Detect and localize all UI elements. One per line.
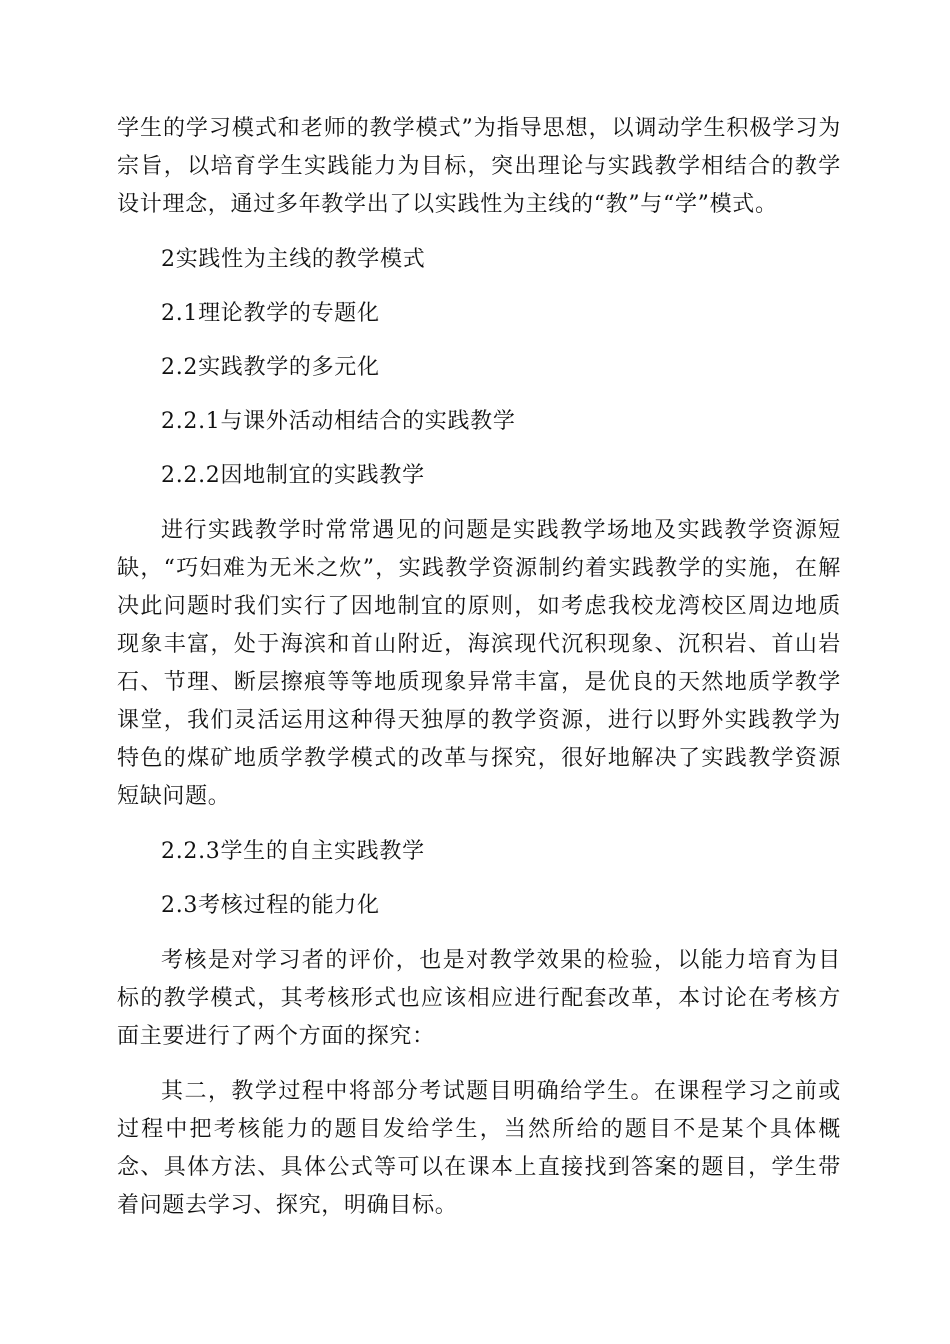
section-heading-2-2-2: 2.2.2因地制宜的实践教学 — [161, 463, 425, 488]
second-point-paragraph: 其二，教学过程中将部分考试题目明确给学生。在课程学习之前或过程中把考核能力的题目发给学生，当然所给的题目不是某个具体概念、具体方法、具体公式等可以在课本上直接找到答案的题目，学生带着问题去学习、探究，明确目标。 — [117, 1079, 841, 1218]
document-body — [117, 110, 841, 1225]
section-heading-2: 2实践性为主线的教学模式 — [161, 247, 426, 272]
intro-paragraph: 学生的学习模式和老师的教学模式”为指导思想，以调动学生积极学习为宗旨，以培育学生实践能力为目标，突出理论与实践教学相结合的教学设计理念，通过多年教学出了以实践性为主线的“教”与“学”模式。 — [117, 116, 841, 217]
section-heading-2-2-1: 2.2.1与课外活动相结合的实践教学 — [161, 409, 516, 434]
practice-paragraph: 进行实践教学时常常遇见的问题是实践教学场地及实践教学资源短缺，“巧妇难为无米之炊”，实践教学资源制约着实践教学的实施，在解决此问题时我们实行了因地制宜的原则，如考虑我校龙湾校区周边地质现象丰富，处于海滨和首山附近，海滨现代沉积现象、沉积岩、首山岩石、节理、断层擦痕等等地质现象异常丰富，是优良的天然地质学教学课堂，我们灵活运用这种得天独厚的教学资源，进行以野外实践教学为特色的煤矿地质学教学模式的改革与探究，很好地解决了实践教学资源短缺问题。 — [117, 518, 841, 809]
assessment-paragraph: 考核是对学习者的评价，也是对教学效果的检验，以能力培育为目标的教学模式，其考核形式也应该相应进行配套改革，本讨论在考核方面主要进行了两个方面的探究： — [117, 948, 841, 1049]
section-heading-2-2: 2.2实践教学的多元化 — [161, 355, 380, 380]
section-heading-2-3: 2.3考核过程的能力化 — [161, 893, 380, 918]
section-heading-2-2-3: 2.2.3学生的自主实践教学 — [161, 839, 425, 864]
section-heading-2-1: 2.1理论教学的专题化 — [161, 301, 380, 326]
